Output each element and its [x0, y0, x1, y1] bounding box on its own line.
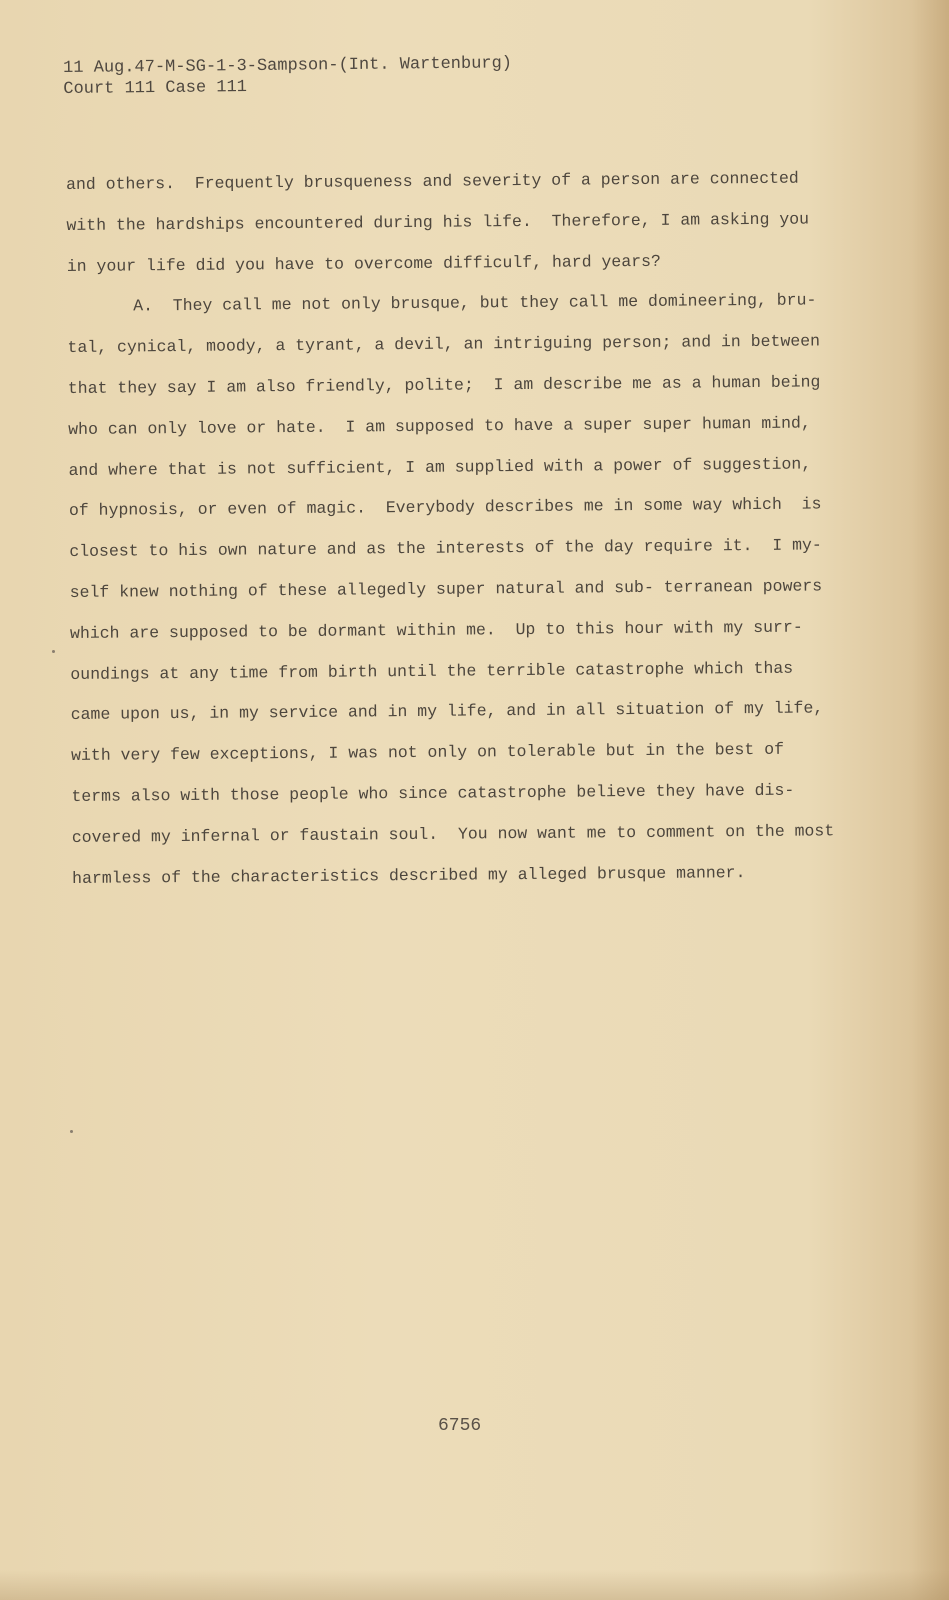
body-line: with the hardships encountered during his life. Therefore, I am asking you	[66, 209, 810, 235]
paper-speck	[70, 1130, 73, 1133]
body-line: came upon us, in my service and in my life, and in all situation of my life,	[70, 698, 824, 725]
body-line: oundings at any time from birth until the terrible catastrophe which thas	[70, 658, 794, 684]
body-line: that they say I am also friendly, polite; I am describe me as a human being	[67, 372, 821, 398]
answer-start-line: A. They call me not only brusque, but they call me domineering, bru-	[133, 290, 817, 316]
body-line: closest to his own nature and as the interests of the day require it. I my-	[69, 535, 822, 562]
paper-edge	[0, 1570, 949, 1600]
body-line: terms also with those people who since catastrophe believe they have dis-	[71, 780, 795, 806]
header-court-case: Court 111 Case 111	[63, 78, 248, 99]
body-line: self knew nothing of these allegedly super natural and sub- terranean powers	[69, 576, 823, 602]
page-number: 6756	[438, 1416, 482, 1436]
body-line: who can only love or hate. I am supposed to have a super super human mind,	[68, 413, 811, 439]
body-line: and where that is not sufficient, I am supplied with a power of suggestion,	[68, 454, 812, 480]
body-line: with very few exceptions, I was not only on tolerable but in the best of	[70, 739, 785, 766]
body-line: tal, cynical, moody, a tyrant, a devil, an intriguing person; and in between	[67, 331, 821, 358]
transcript-body	[66, 167, 872, 908]
body-line: in your life did you have to overcome difficulf, hard years?	[66, 251, 661, 276]
paper-speck	[52, 650, 55, 653]
body-line: which are supposed to be dormant within me. Up to this hour with my surr-	[69, 617, 803, 643]
document-header	[63, 53, 512, 100]
body-line: harmless of the characteristics described my alleged brusque manner.	[72, 862, 746, 888]
body-line: of hypnosis, or even of magic. Everybody describes me in some way which is	[68, 494, 822, 521]
body-line: covered my infernal or faustain soul. You now want me to comment on the most	[71, 821, 835, 847]
body-line: and others. Frequently brusqueness and severity of a person are connected	[66, 168, 799, 194]
header-reference: 11 Aug.47-M-SG-1-3-Sampson-(Int. Wartenburg)	[63, 54, 513, 78]
